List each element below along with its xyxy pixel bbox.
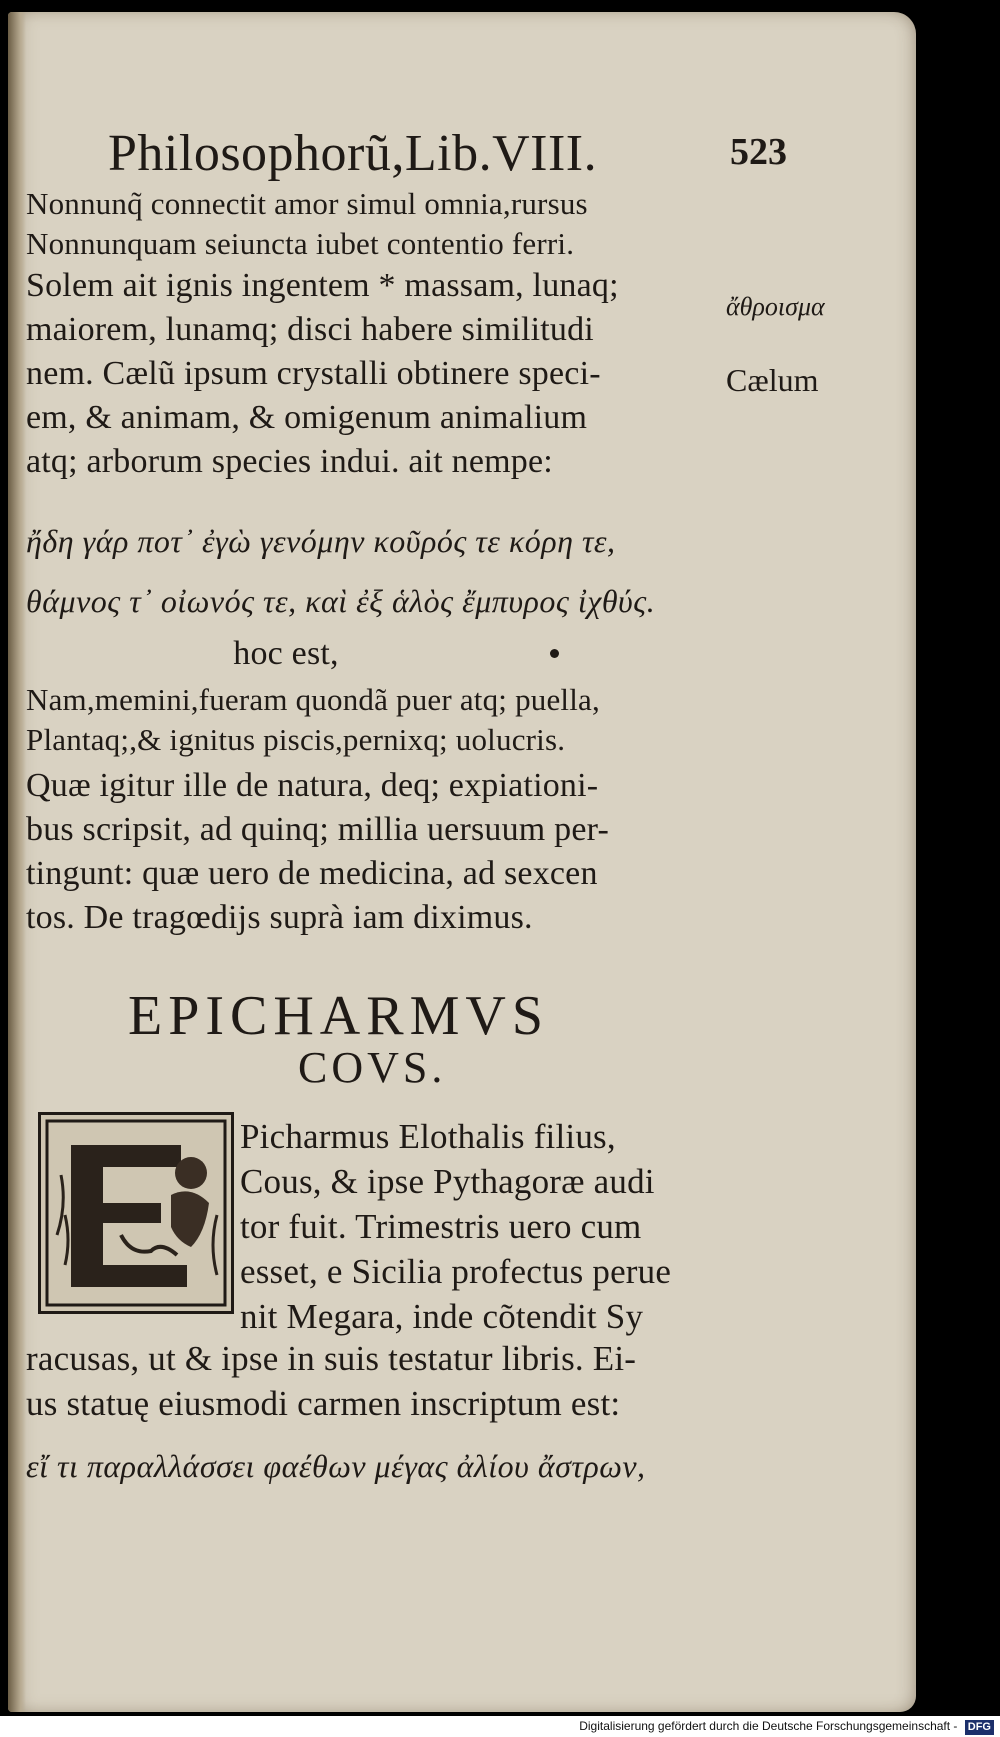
running-head: Philosophorũ,Lib.VIII. — [108, 125, 598, 182]
translation-line: Plantaq;,& ignitus piscis,pernixq; uolucris. — [26, 722, 566, 757]
chapter-heading: EPICHARMVS — [128, 985, 549, 1047]
verse-line: Nonnunq̃ connectit amor simul omnia,rursus — [26, 186, 588, 221]
text-line: maiorem, lunamq; disci habere similitudi — [26, 311, 594, 348]
text-line: Cous, & ipse Pythagoræ audi — [240, 1162, 655, 1201]
greek-verse — [26, 517, 756, 625]
margin-note-caelum: Cælum — [726, 362, 819, 398]
hoc-est-block — [26, 632, 756, 676]
text-line: Picharmus Elothalis filius, — [240, 1117, 616, 1156]
text-line: em, & animam, & omigenum animalium — [26, 399, 588, 436]
book-page — [8, 12, 916, 1712]
paragraph-sun-moon — [26, 264, 756, 484]
paragraph-writings — [26, 764, 756, 940]
text-line: tor fuit. Trimestris uero cum — [240, 1207, 642, 1246]
latin-translation — [26, 680, 756, 760]
page-gutter — [8, 12, 26, 1712]
verse-quote — [26, 184, 756, 264]
epicharmus-indented-text — [240, 1114, 740, 1339]
chapter-subheading: COVS. — [298, 1043, 447, 1092]
hoc-est-label: hoc est, — [233, 635, 339, 672]
greek-line: ἤδη γάρ ποτ᾽ ἐγὼ γενόμην κοῦρός τε κόρη τε, — [26, 523, 616, 559]
epicharmus-full-text — [26, 1336, 756, 1490]
dfg-logo: DFG — [965, 1720, 994, 1735]
text-line: atq; arborum species indui. ait nempe: — [26, 443, 553, 480]
page-number: 523 — [730, 131, 787, 173]
text-line: nem. Cælũ ipsum crystalli obtinere speci- — [26, 355, 601, 392]
text-line: bus scripsit, ad quinq; millia uersuum per- — [26, 811, 609, 848]
woodcut-initial-icon — [41, 1115, 231, 1311]
text-line: racusas, ut & ipse in suis testatur libris. Ei- — [26, 1339, 637, 1378]
ink-dot — [550, 649, 559, 658]
text-line: tingunt: quæ uero de medicina, ad sexcen — [26, 855, 598, 892]
text-line: esset, e Sicilia profectus perue — [240, 1252, 672, 1291]
margin-note-greek: ἄθροισμα — [726, 292, 825, 321]
greek-line: θάμνος τ᾽ οἰωνός τε, καὶ ἐξ ἁλὸς ἔμπυρος ἰχθύς. — [26, 583, 656, 619]
text-line: Solem ait ignis ingentem * massam, lunaq; — [26, 267, 619, 304]
greek-line: εἴ τι παραλλάσσει φαέθων μέγας ἀλίου ἄστρων, — [26, 1448, 646, 1484]
decorated-initial-e — [38, 1112, 234, 1314]
text-line: nit Megara, inde cõtendit Sy — [240, 1297, 644, 1336]
translation-line: Nam,memini,fueram quondã puer atq; puella, — [26, 682, 600, 717]
digitization-footer — [0, 1716, 1000, 1737]
verse-line: Nonnunquam seiuncta iubet contentio ferri. — [26, 226, 575, 261]
text-line: Quæ igitur ille de natura, deq; expiationi- — [26, 767, 599, 804]
text-line: us statuę eiusmodi carmen inscriptum est: — [26, 1384, 621, 1423]
text-line: tos. De tragœdijs suprà iam diximus. — [26, 899, 533, 936]
footer-text: Digitalisierung gefördert durch die Deutsche Forschungsgemeinschaft - — [579, 1719, 958, 1733]
